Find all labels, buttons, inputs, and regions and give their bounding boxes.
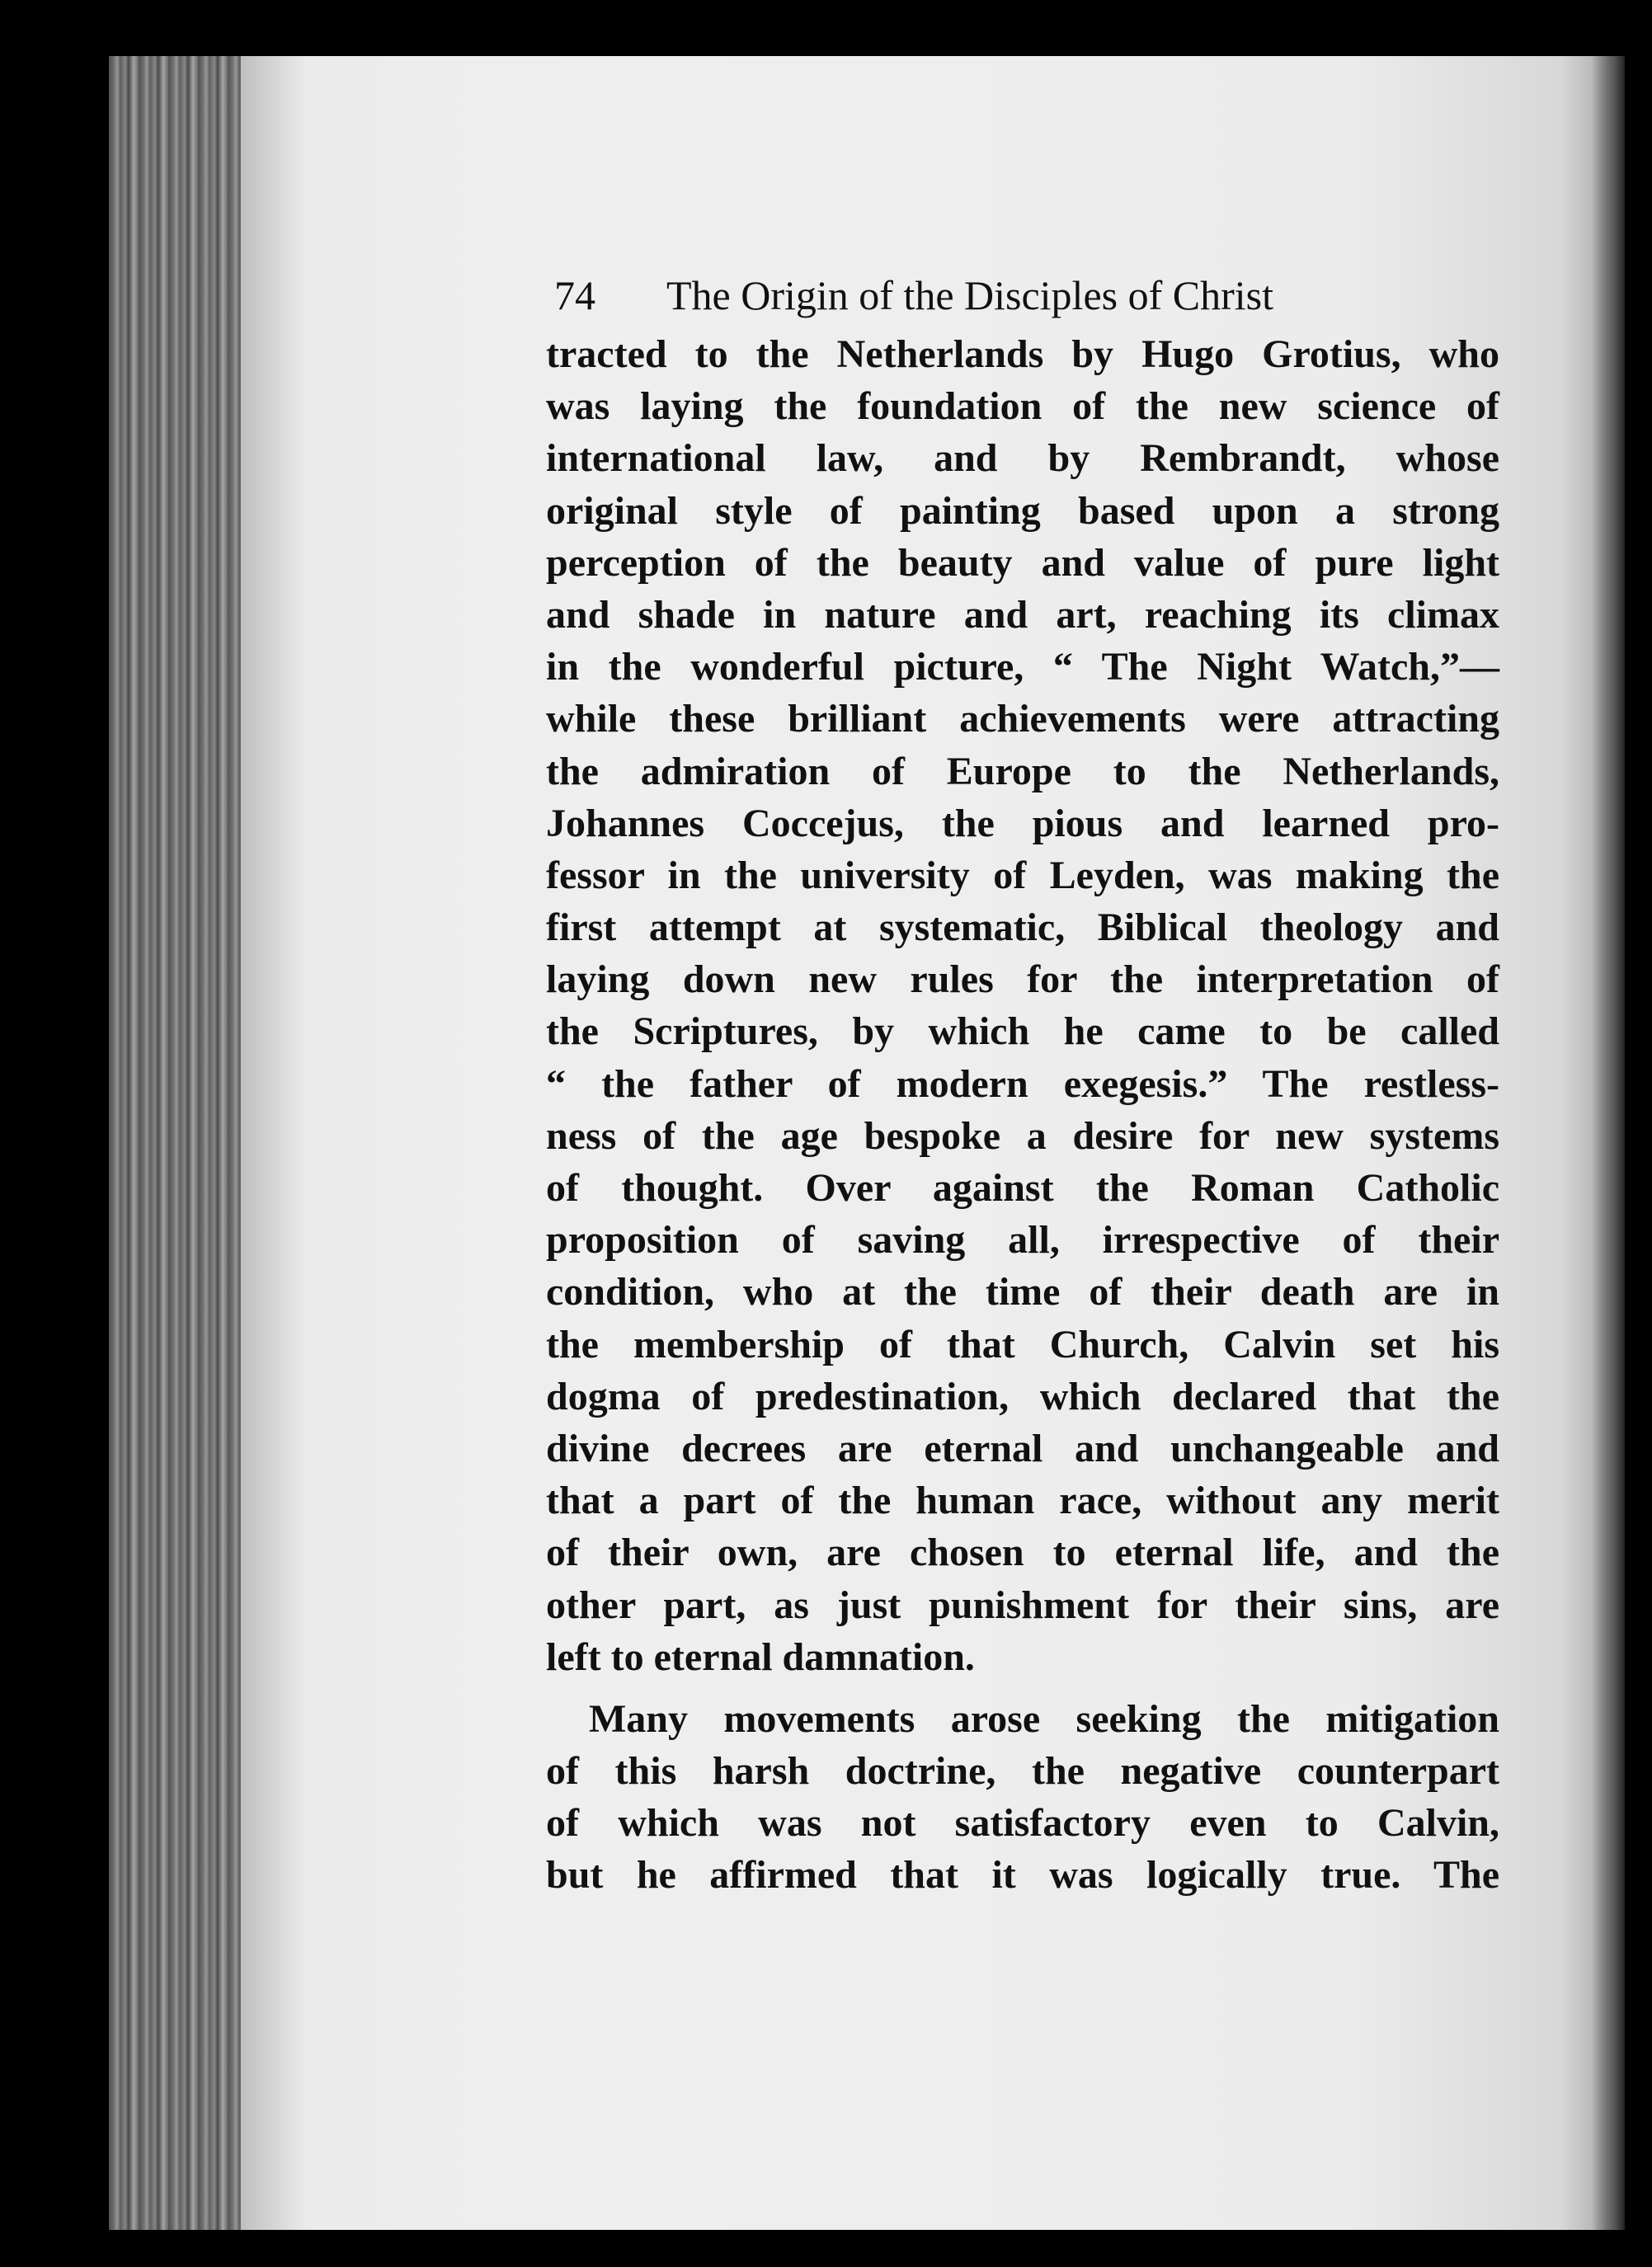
text-line: in the wonderful picture, “ The Night Watch,”— [546, 645, 1499, 689]
text-line: of their own, are chosen to eternal life, and the [546, 1531, 1499, 1575]
text-line: international law, and by Rembrandt, whose [546, 436, 1499, 481]
text-line: original style of painting based upon a strong [546, 488, 1499, 533]
text-line: and shade in nature and art, reaching its climax [546, 592, 1499, 637]
text-line: other part, as just punishment for their sins, are [546, 1583, 1499, 1627]
text-line: proposition of saving all, irrespective of their [546, 1218, 1499, 1263]
page-number: 74 [554, 272, 595, 318]
text-line: of thought. Over against the Roman Catholic [546, 1166, 1499, 1210]
text-line: that a part of the human race, without any merit [546, 1479, 1499, 1523]
book-spine-shadow [109, 56, 241, 2230]
text-line: the Scriptures, by which he came to be called [546, 1009, 1499, 1054]
text-line: fessor in the university of Leyden, was making the [546, 853, 1499, 897]
text-line: dogma of predestination, which declared that the [546, 1374, 1499, 1418]
text-line: ness of the age bespoke a desire for new systems [546, 1113, 1499, 1158]
text-line: tracted to the Netherlands by Hugo Grotius, who [546, 332, 1499, 376]
running-head [554, 262, 1499, 328]
paragraph-1 [546, 328, 1499, 1683]
text-line: Many movements arose seeking the mitigation [589, 1696, 1499, 1741]
text-line: perception of the beauty and value of pure light [546, 540, 1499, 585]
text-line: the membership of that Church, Calvin set his [546, 1322, 1499, 1366]
running-head-title: The Origin of the Disciples of Christ [666, 272, 1273, 318]
text-line: of this harsh doctrine, the negative counterpart [546, 1749, 1499, 1794]
text-line: condition, who at the time of their death are in [546, 1270, 1499, 1315]
text-line: “ the father of modern exegesis.” The restless- [546, 1061, 1499, 1106]
text-line: was laying the foundation of the new science of [546, 384, 1499, 429]
text-line: of which was not satisfactory even to Calvin, [546, 1801, 1499, 1846]
text-line: divine decrees are eternal and unchangeable and [546, 1426, 1499, 1470]
text-block [546, 262, 1499, 1902]
text-line: the admiration of Europe to the Netherlands, [546, 749, 1499, 793]
text-line: left to eternal damnation. [546, 1634, 975, 1679]
page-edge-shadow [1592, 56, 1625, 2230]
paragraph-2 [546, 1693, 1499, 1902]
text-line: Johannes Coccejus, the pious and learned pro- [546, 801, 1499, 845]
gutter-shading [241, 56, 307, 2230]
paragraph-gap [546, 1683, 1499, 1693]
text-line: laying down new rules for the interpretation of [546, 957, 1499, 1002]
text-line: but he affirmed that it was logically true. The [546, 1853, 1499, 1898]
body-text [546, 328, 1499, 1902]
text-line: while these brilliant achievements were attracting [546, 697, 1499, 741]
text-line: first attempt at systematic, Biblical theology and [546, 905, 1499, 950]
